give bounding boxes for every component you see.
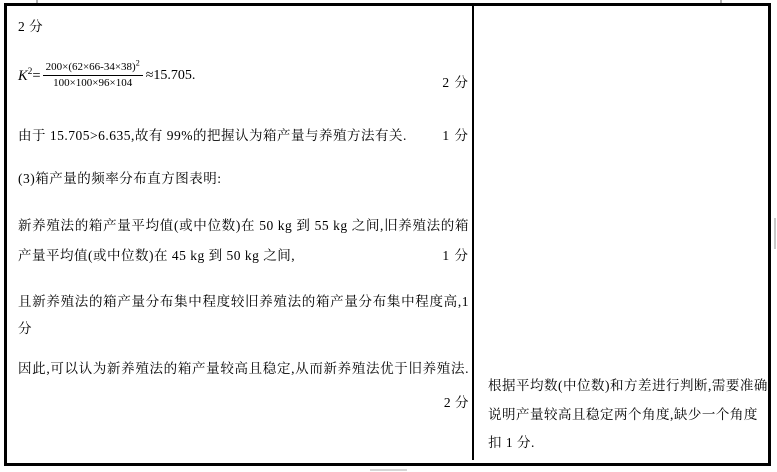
score-mark: 2 分 — [18, 19, 44, 34]
score-mark: 2 分 — [443, 395, 469, 410]
score-mark: 1 分 — [442, 128, 469, 143]
grading-note-line: 说明产量较高且稳定两个角度,缺少一个角度 — [488, 407, 758, 422]
formula-fraction — [43, 58, 143, 90]
solution-line: 产量平均值(或中位数)在 45 kg 到 50 kg 之间, 1 分 — [18, 248, 469, 263]
solution-line: 由于 15.705>6.635,故有 99%的把握认为箱产量与养殖方法有关. 1 分 — [18, 128, 469, 143]
fraction-denominator: 100×100×96×104 — [53, 77, 133, 89]
solution-line: 新养殖法的箱产量平均值(或中位数)在 50 kg 到 55 kg 之间,旧养殖法的箱 — [18, 218, 469, 233]
formula-lhs: $K^2=$ — [18, 66, 41, 84]
solution-line: 且新养殖法的箱产量分布集中程度较旧养殖法的箱产量分布集中程度高,1 — [18, 294, 469, 309]
grading-note-line: 根据平均数(中位数)和方差进行判断,需要准确 — [488, 378, 768, 393]
k-squared-formula — [18, 58, 196, 90]
solution-cell[interactable] — [14, 12, 479, 466]
score-mark: 1 分 — [442, 248, 469, 263]
solution-line: (3)箱产量的频率分布直方图表明: — [18, 171, 222, 186]
grading-note-line: 扣 1 分. — [488, 435, 535, 450]
solution-line: 分 — [18, 321, 32, 336]
fraction-numerator: $200\times(62\times 66-34\times 38)^2$ — [43, 61, 143, 76]
formula-result: ≈15.705. — [145, 67, 196, 83]
table-bottom-mark — [370, 469, 407, 471]
grading-note-cell[interactable] — [482, 12, 775, 466]
rubric-table — [4, 3, 771, 466]
column-divider — [472, 6, 474, 460]
score-mark: 2 分 — [442, 75, 469, 90]
formula-row — [18, 58, 469, 107]
solution-line: 因此,可以认为新养殖法的箱产量较高且稳定,从而新养殖法优于旧养殖法. — [18, 361, 469, 376]
